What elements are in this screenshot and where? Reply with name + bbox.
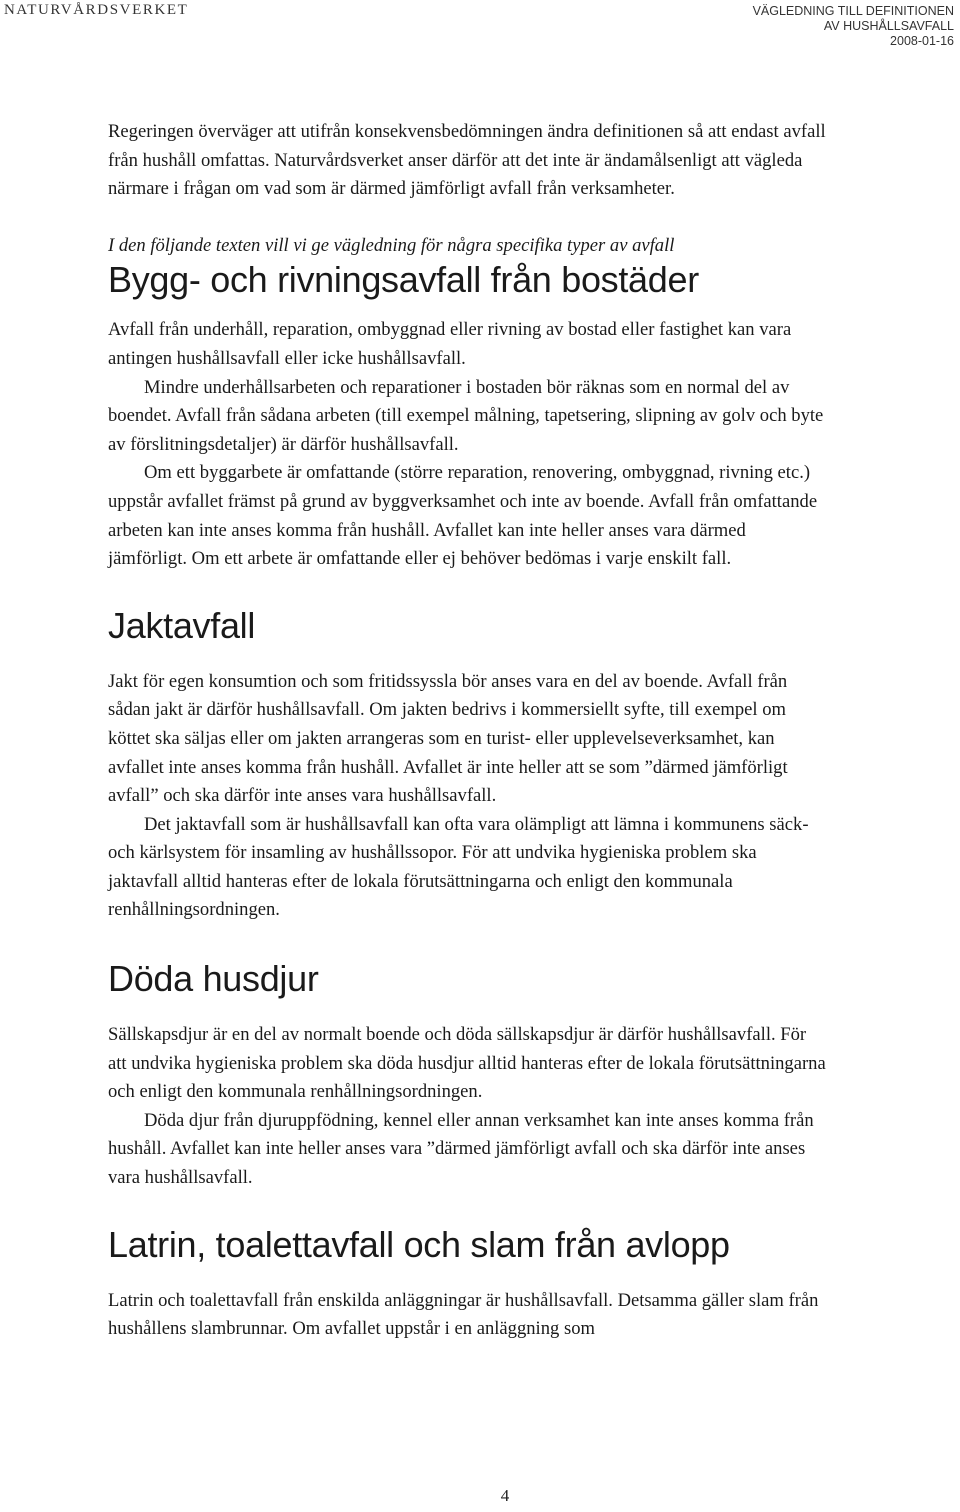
header-title-line-1: VÄGLEDNING TILL DEFINITIONEN [752,4,954,18]
header-title-line-2: AV HUSHÅLLSAVFALL [823,19,954,33]
section-heading: Jaktavfall [108,604,256,646]
section-paragraph: Jakt för egen konsumtion och som fritidssyssla bör anses vara en del av boende. Avfall från sådan jakt är därför hushållsavfall. Om jakten bedrivs i kommersiellt syfte, till exempel om köttet ska säljas eller om jakten arrangeras som en turist- eller upplevelseverksamhet, kan avfallet inte anses komma från hushåll. Avfallet är inte heller att se som ”därmed jämförligt avfall” och ska därför inte anses vara hushållsavfall. [108,670,788,807]
section-paragraph: Latrin och toalettavfall från enskilda anläggningar är hushållsavfall. Detsamma gäller slam från hushållens slambrunnar. Om avfallet uppstår i en anläggning som [108,1289,819,1340]
section-paragraph: Avfall från underhåll, reparation, ombyggnad eller rivning av bostad eller fastighet kan vara antingen hushållsavfall eller icke hushållsavfall. [108,319,792,369]
header-document-info [753,4,954,49]
section-heading: Bygg- och rivningsavfall från bostäder [108,259,699,301]
guidance-note: I den följande texten vill vi ge vägledning för några specifika typer av avfall [108,234,675,256]
page-number: 4 [500,1486,510,1505]
intro-paragraph: Regeringen överväger att utifrån konsekvensbedömningen ändra definitionen så att endast avfall från hushåll omfattas. Naturvårdsverket anser därför att det inte är ändamålsenligt att vägleda närmare i frågan om vad som är därmed jämförligt avfall från verksamheter. [108,121,826,200]
header-organization: NATURVÅRDSVERKET [4,2,189,18]
section-paragraph: Det jaktavfall som är hushållsavfall kan ofta vara olämpligt att lämna i kommunens säck- och kärlsystem för insamling av hushållssopor. För att undvika hygieniska problem ska jaktavfall alltid hanteras efter de lokala förutsättningarna och enligt den kommunala renhållningsordningen. [108,813,809,921]
document-body [108,118,828,1344]
section-heading: Latrin, toalettavfall och slam från avlopp [108,1223,730,1265]
section-latrine-sludge [108,1223,828,1344]
section-paragraph: Sällskapsdjur är en del av normalt boende och döda sällskapsdjur är därför hushållsavfall. För att undvika hygieniska problem ska döda husdjur alltid hanteras efter de lokala förutsättningarna och enligt den kommunala renhållningsordningen. [108,1024,826,1103]
header-date: 2008-01-16 [890,34,954,48]
section-paragraph: Mindre underhållsarbeten och reparationer i bostaden bör räknas som en normal del av boendet. Avfall från sådana arbeten (till exempel målning, tapetsering, slipning av golv och byte av förslitningsdetaljer) är därför hushållsavfall. [108,376,824,455]
section-construction-waste [108,258,828,573]
section-dead-pets [108,957,828,1193]
section-paragraph: Döda djur från djuruppfödning, kennel eller annan verksamhet kan inte anses komma från hushåll. Avfallet kan inte heller anses vara ”därmed jämförligt avfall och ska därför inte anses vara hushållsavfall. [108,1109,814,1189]
section-hunting-waste [108,604,828,925]
section-heading: Döda husdjur [108,958,319,1000]
section-paragraph: Om ett byggarbete är omfattande (större reparation, renovering, ombyggnad, rivning etc.) uppstår avfallet främst på grund av byggverksamhet och inte av boende. Avfall från omfattande arbeten kan inte anses komma från hushåll. Avfallet kan inte heller anses vara därmed jämförligt. Om ett arbete är omfattande eller ej behöver bedömas i varje enskilt fall. [108,462,818,570]
